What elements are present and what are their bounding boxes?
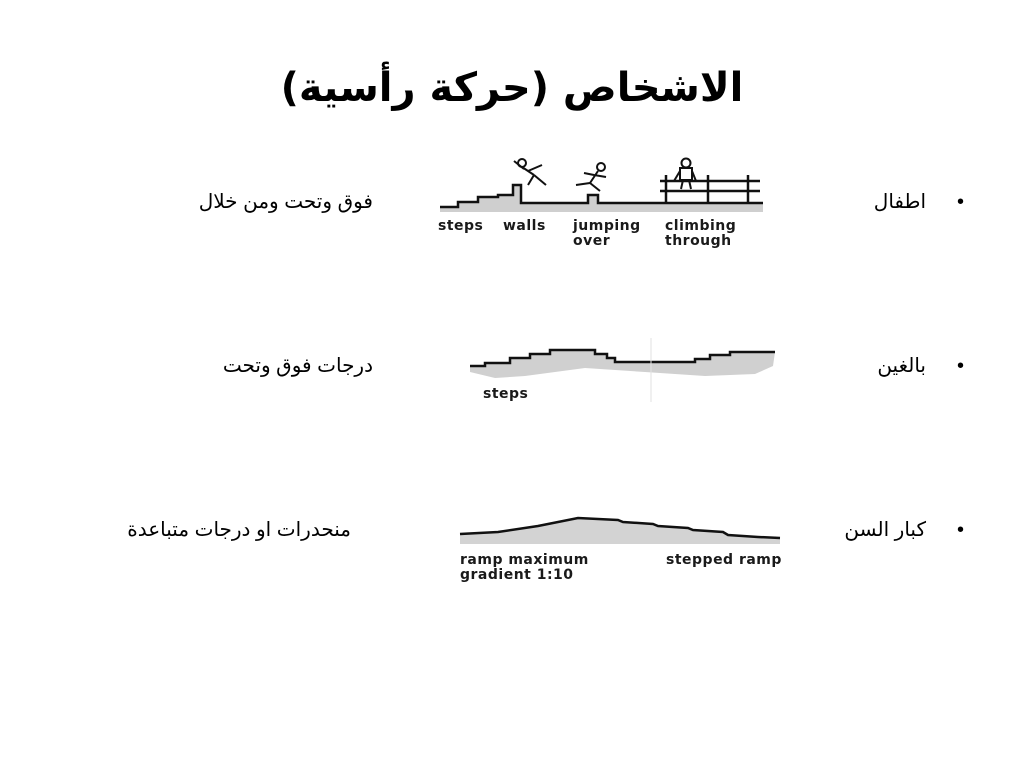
figure-jumping-icon: [576, 163, 606, 191]
slide-title: الاشخاص (حركة رأسية): [280, 65, 744, 111]
bullet: •: [956, 355, 964, 377]
elderly-ramp-sketch: [458, 510, 790, 585]
caption-steps: steps: [438, 218, 484, 234]
ground-mass: [440, 185, 763, 212]
adults-steps-sketch: [465, 338, 780, 406]
row-description-children: فوق وتحت ومن خلال: [198, 191, 373, 213]
row-description-adults: درجات فوق وتحت: [222, 355, 373, 377]
row-label-children: اطفال: [873, 191, 926, 213]
row-description-elderly: منحدرات او درجات متباعدة: [127, 519, 351, 541]
figure-walls-icon: [514, 159, 546, 185]
caption-stepped-ramp: stepped ramp: [666, 552, 782, 568]
caption-through: through: [665, 233, 732, 249]
row-label-elderly: كبار السن: [844, 519, 926, 541]
caption-over: over: [573, 233, 611, 249]
caption-jumping: jumping: [573, 218, 641, 234]
children-movement-sketch: [438, 155, 763, 250]
caption-walls: walls: [503, 218, 546, 234]
caption-gradient: gradient 1:10: [460, 567, 574, 583]
caption-ramp-maximum: ramp maximum: [460, 552, 589, 568]
caption-climbing: climbing: [665, 218, 737, 234]
bullet: •: [956, 191, 964, 213]
row-label-adults: بالغين: [877, 355, 926, 377]
bullet: •: [956, 519, 964, 541]
caption-steps: steps: [483, 386, 529, 402]
figure-climbing-icon: [674, 159, 696, 190]
